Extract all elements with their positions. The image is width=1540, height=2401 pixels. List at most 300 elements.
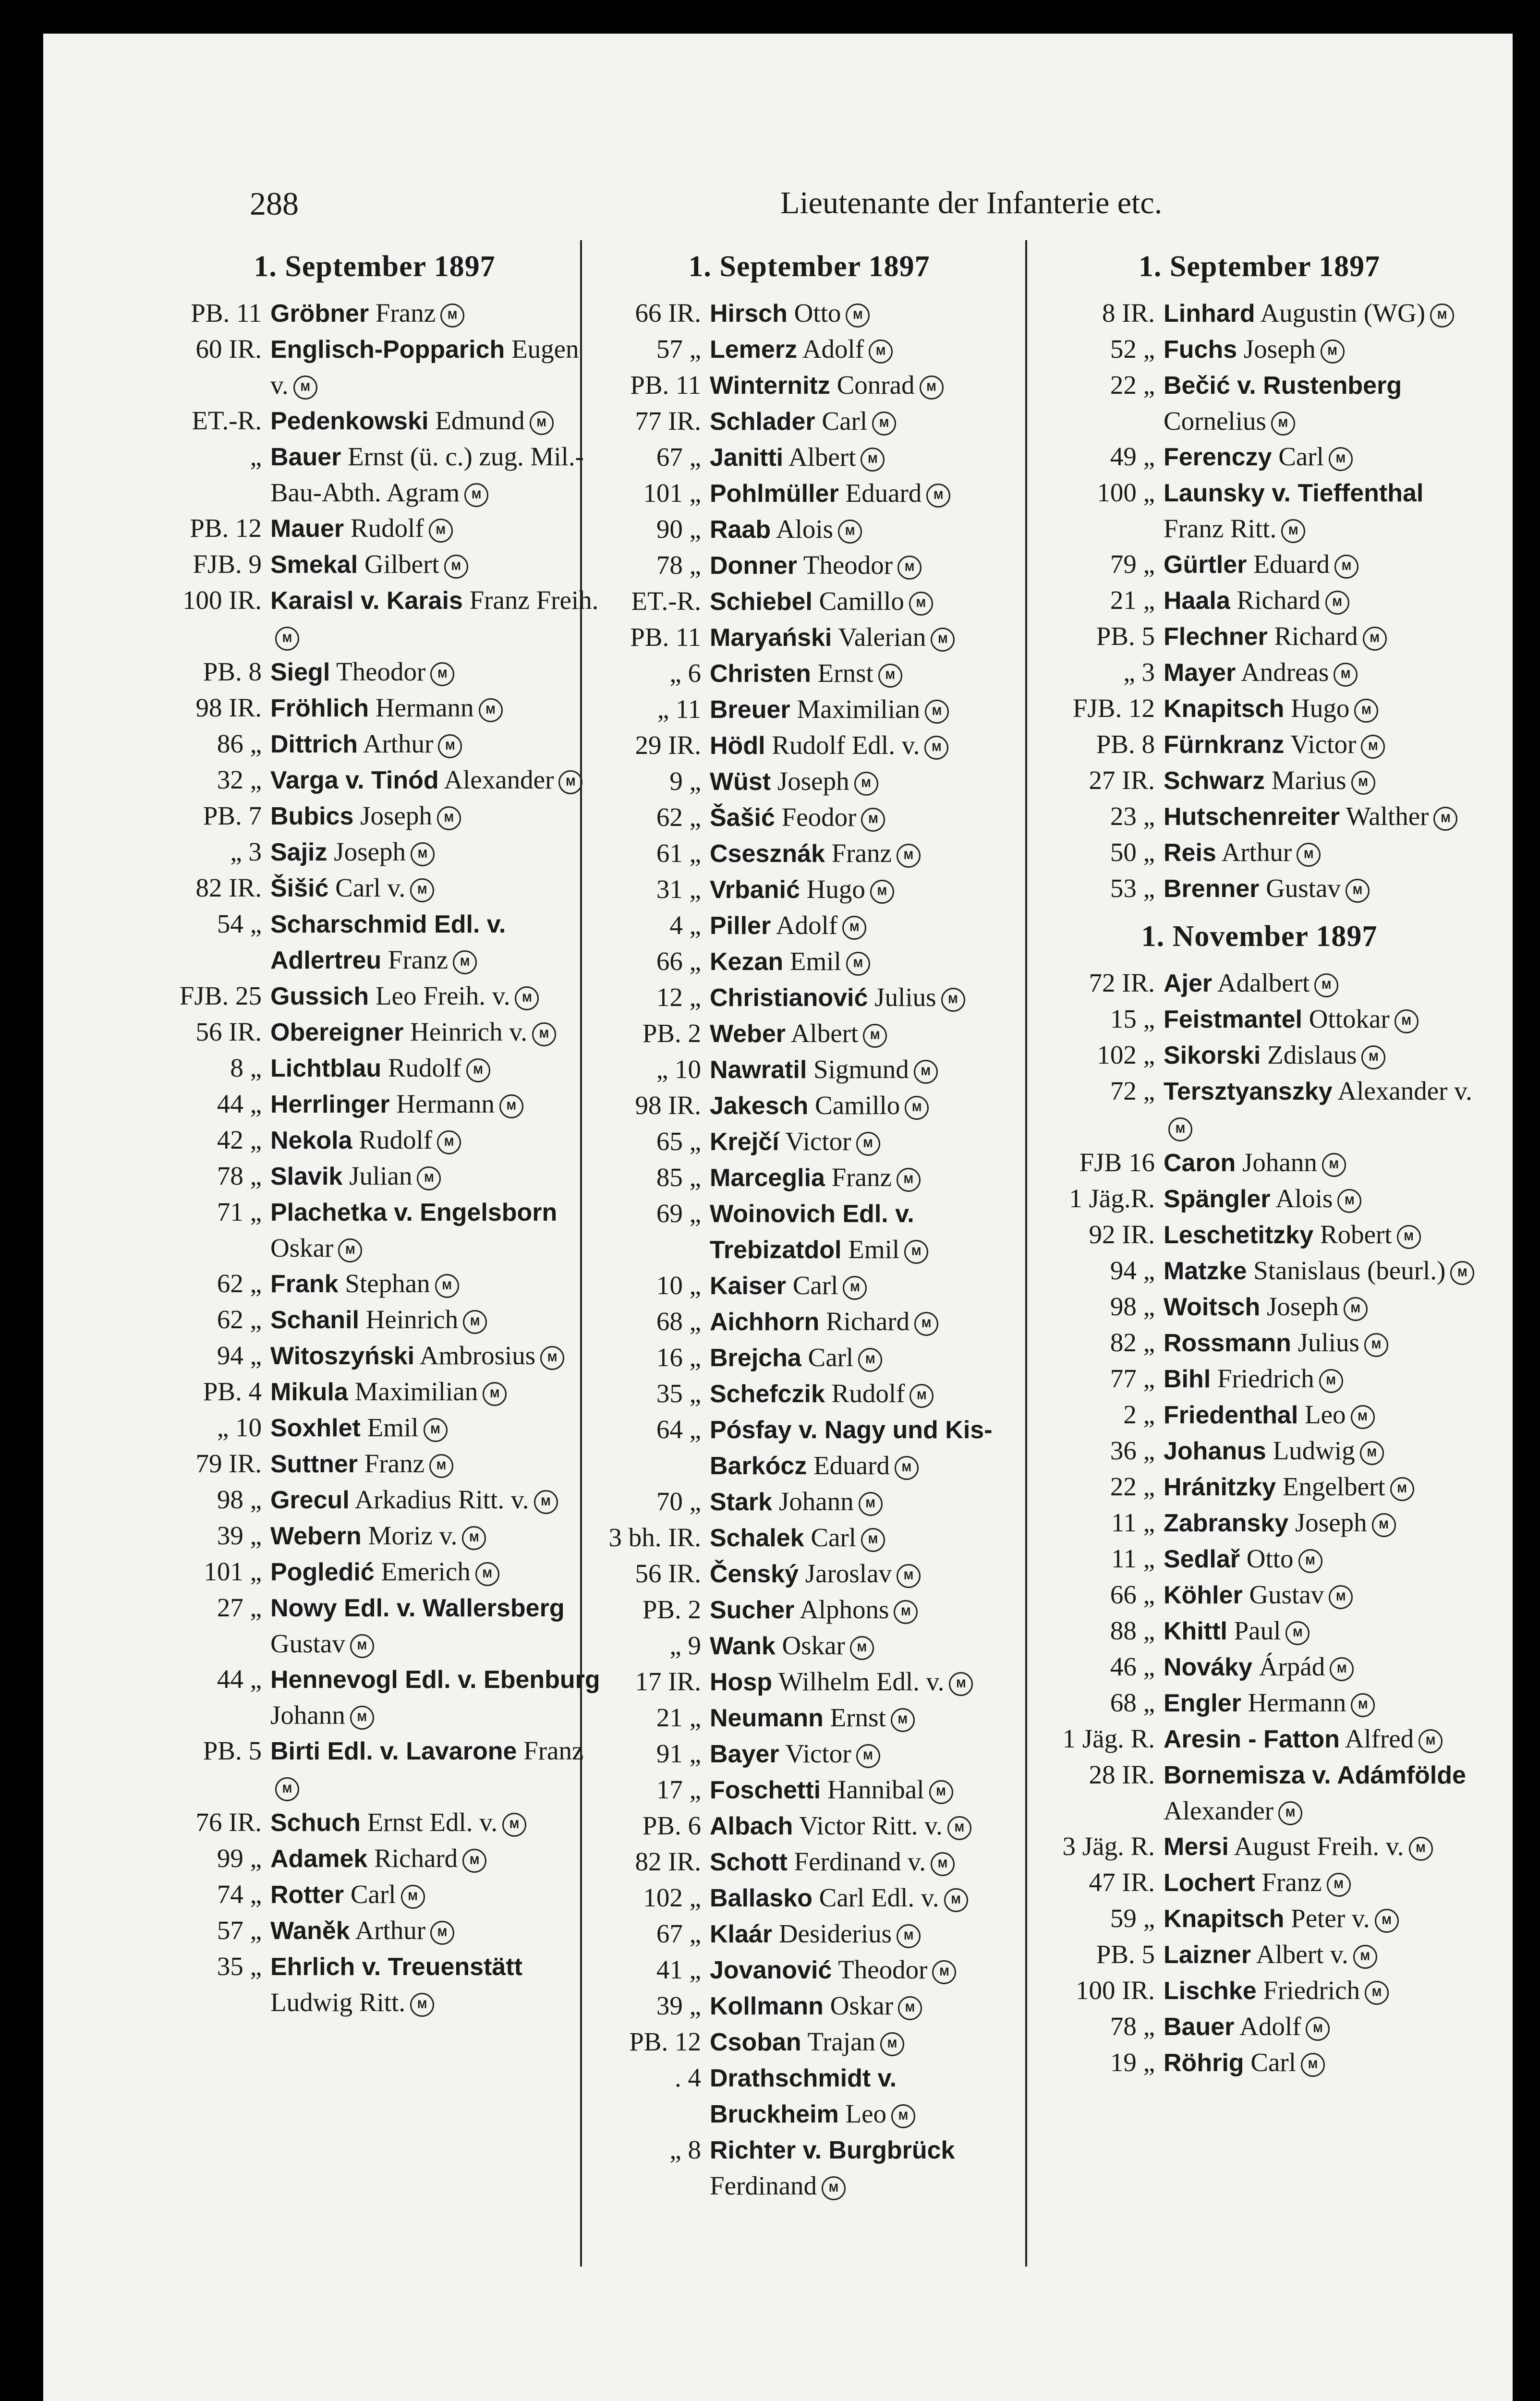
officer-name (1164, 1757, 1477, 1829)
regiment: „ 3 (230, 837, 262, 866)
given-name: Adalbert (1217, 968, 1310, 997)
surname: Kaiser (710, 1272, 786, 1300)
surname: Csoban (710, 2028, 801, 2056)
regiment: ET.-R. (631, 586, 701, 616)
list-item (1042, 799, 1477, 835)
surname: Waněk (270, 1917, 350, 1945)
given-name: Conrad (837, 370, 915, 400)
given-name: Arthur (355, 1916, 426, 1945)
regiment: 4 „ (669, 910, 701, 940)
given-name: Ernst (ü. c.) zug. Mil.-Bau-Abth. Agram (270, 442, 584, 507)
surname: Röhrig (1164, 2049, 1244, 2077)
given-name: Ludwig (1273, 1436, 1355, 1465)
badge-icon: M (438, 734, 462, 758)
regiment: FJB. 9 (193, 549, 262, 579)
surname: Rotter (270, 1881, 344, 1909)
officer-name (270, 403, 600, 439)
list-item (588, 1880, 1030, 1916)
officer-name (1164, 2045, 1477, 2081)
officer-name (1164, 1577, 1477, 1613)
given-name: Hugo (1291, 693, 1350, 723)
badge-icon: M (440, 303, 464, 327)
surname: Winternitz (710, 372, 830, 400)
given-name: Camillo (819, 586, 904, 616)
list-item (1042, 1973, 1477, 2009)
entry-list (1042, 295, 1477, 907)
list-item (149, 439, 600, 510)
surname: Wank (710, 1632, 776, 1660)
badge-icon: M (1330, 1657, 1354, 1681)
list-item (149, 403, 600, 439)
surname: Haala (1164, 587, 1230, 615)
list-item (149, 1446, 600, 1482)
badge-icon: M (479, 698, 503, 722)
badge-icon: M (1430, 303, 1454, 327)
badge-icon: M (293, 376, 317, 400)
regiment: 98 „ (1110, 1292, 1155, 1321)
regiment: PB. 11 (630, 370, 701, 400)
surname: Weber (710, 1020, 786, 1048)
list-item (1042, 1325, 1477, 1361)
regiment: 59 „ (1110, 1904, 1155, 1933)
given-name: Alexander (1164, 1796, 1274, 1825)
badge-icon: M (1360, 1441, 1384, 1465)
surname: Ehrlich v. Treuenstätt (270, 1953, 522, 1981)
given-name: Richard (1237, 585, 1321, 615)
badge-icon: M (929, 1780, 953, 1804)
list-item (1042, 1901, 1477, 1937)
surname: Schefczik (710, 1380, 825, 1408)
badge-icon: M (1297, 843, 1321, 867)
list-item (1042, 1469, 1477, 1505)
regiment: 39 „ (656, 1991, 701, 2020)
badge-icon: M (429, 1454, 453, 1478)
regiment: 66 „ (656, 946, 701, 976)
officer-name (710, 980, 1030, 1016)
list-item (1042, 367, 1477, 439)
list-item (1042, 655, 1477, 691)
surname: Gussich (270, 982, 369, 1010)
badge-icon: M (1319, 1369, 1343, 1393)
badge-icon: M (905, 1096, 929, 1120)
list-item (1042, 965, 1477, 1001)
officer-name (1164, 1037, 1477, 1073)
list-item (588, 1988, 1030, 2024)
list-item (588, 1268, 1030, 1304)
regiment: 100 „ (1097, 478, 1155, 507)
officer-name (710, 1808, 1030, 1844)
surname: Lemerz (710, 336, 798, 364)
badge-icon: M (1390, 1477, 1414, 1501)
surname: Foschetti (710, 1776, 821, 1804)
list-item (1042, 618, 1477, 655)
list-item (588, 619, 1030, 655)
list-item (588, 1556, 1030, 1592)
badge-icon: M (843, 1276, 867, 1300)
regiment: 28 IR. (1089, 1760, 1155, 1789)
regiment: 64 „ (656, 1415, 701, 1444)
given-name: Joseph (1243, 334, 1316, 364)
badge-icon: M (1329, 1585, 1353, 1609)
surname: Herrlinger (270, 1091, 390, 1118)
given-name: Franz (1261, 1867, 1322, 1897)
officer-name (1164, 1721, 1477, 1757)
officer-name (270, 978, 600, 1014)
officer-name (710, 2060, 1030, 2132)
given-name: Edmund (435, 406, 525, 435)
given-name: Arthur (1221, 837, 1292, 867)
given-name: Eduard (845, 478, 922, 508)
given-name: Carl (792, 1271, 838, 1300)
list-item (149, 1733, 600, 1805)
regiment: 10 „ (656, 1271, 701, 1300)
regiment: 42 „ (217, 1125, 262, 1154)
officer-name (270, 439, 600, 510)
officer-name (710, 800, 1030, 836)
given-name: Albert v. (1256, 1940, 1348, 1969)
entry-list (588, 295, 1030, 2204)
list-item (149, 1266, 600, 1302)
given-name: Adolf (1239, 2012, 1301, 2041)
badge-icon: M (925, 700, 949, 724)
list-item (588, 1808, 1030, 1844)
surname: Scharschmid Edl. v. Adlertreu (270, 910, 506, 974)
surname: Fürnkranz (1164, 731, 1285, 759)
surname: Woitsch (1164, 1293, 1261, 1321)
badge-icon: M (861, 448, 885, 472)
officer-name (270, 834, 600, 870)
surname: Christianović (710, 984, 868, 1012)
given-name: Richard (374, 1843, 458, 1873)
list-item (149, 582, 600, 654)
regiment: 78 „ (656, 550, 701, 580)
list-item (149, 1014, 600, 1050)
officer-name (270, 1554, 600, 1590)
surname: Fröhlich (270, 694, 369, 722)
surname: Nováky (1164, 1653, 1252, 1681)
surname: Aresin - Fatton (1164, 1725, 1340, 1753)
officer-name (1164, 727, 1477, 763)
badge-icon: M (417, 1166, 441, 1190)
surname: Sucher (710, 1596, 795, 1624)
regiment: PB. 2 (642, 1019, 701, 1048)
badge-icon: M (858, 1348, 882, 1372)
list-item (588, 295, 1030, 331)
regiment: 1 Jäg.R. (1069, 1184, 1155, 1213)
given-name: Jaroslav (805, 1559, 892, 1588)
regiment: 98 IR. (635, 1091, 701, 1120)
badge-icon: M (1306, 2017, 1330, 2041)
officer-name (1164, 1217, 1477, 1253)
given-name: Franz (831, 1163, 892, 1192)
surname: Hosp (710, 1668, 772, 1696)
given-name: Desiderius (778, 1919, 892, 1948)
given-name: Ambrosius (419, 1341, 536, 1370)
list-item (149, 1877, 600, 1913)
list-item (149, 1050, 600, 1086)
officer-name (1164, 1865, 1477, 1901)
surname: Kollmann (710, 1992, 824, 2020)
regiment: PB. 11 (630, 622, 701, 652)
badge-icon: M (895, 1456, 919, 1480)
surname: Ferenczy (1164, 443, 1272, 471)
given-name: Camillo (815, 1091, 900, 1120)
badge-icon: M (1298, 1549, 1322, 1573)
surname: Bornemisza v. Adámfölde (1164, 1761, 1466, 1789)
badge-icon: M (941, 988, 965, 1012)
list-item (1042, 1865, 1477, 1901)
badge-icon: M (515, 986, 539, 1010)
surname: Gürtler (1164, 551, 1247, 579)
regiment: 62 „ (217, 1305, 262, 1334)
regiment: 11 „ (1111, 1544, 1155, 1573)
list-item (149, 1194, 600, 1266)
surname: Schuch (270, 1809, 361, 1837)
officer-name (710, 511, 1030, 547)
officer-name (270, 331, 600, 403)
officer-name (270, 1949, 600, 2020)
badge-icon: M (453, 950, 477, 974)
officer-name (270, 1122, 600, 1158)
regiment: 82 „ (1110, 1328, 1155, 1357)
surname: Krejčí (710, 1128, 779, 1156)
list-item (588, 800, 1030, 836)
surname: Lochert (1164, 1869, 1255, 1897)
list-item (588, 908, 1030, 944)
badge-icon: M (842, 916, 866, 940)
given-name: Emil (848, 1235, 900, 1264)
badge-icon: M (350, 1706, 374, 1730)
surname: Jovanović (710, 1956, 832, 1984)
officer-name (710, 1880, 1030, 1916)
officer-name (270, 1266, 600, 1302)
given-name: Alois (776, 514, 834, 544)
surname: Csesznák (710, 840, 825, 868)
list-item (1042, 1001, 1477, 1037)
officer-name (1164, 691, 1477, 727)
regiment: 74 „ (217, 1880, 262, 1909)
officer-name (710, 1340, 1030, 1376)
list-item (1042, 1181, 1477, 1217)
list-item (588, 872, 1030, 908)
regiment: 1 Jäg. R. (1062, 1724, 1155, 1753)
badge-icon: M (904, 1240, 928, 1264)
officer-name (1164, 1541, 1477, 1577)
regiment: 50 „ (1110, 837, 1155, 867)
list-item (149, 1661, 600, 1733)
given-name: Theodor (336, 657, 426, 686)
regiment: 92 IR. (1089, 1220, 1155, 1249)
officer-name (270, 1086, 600, 1122)
badge-icon: M (1364, 1333, 1388, 1357)
list-item (588, 1304, 1030, 1340)
given-name: Franz Ritt. (1164, 514, 1277, 543)
regiment: 16 „ (656, 1343, 701, 1372)
given-name: Johann (270, 1700, 345, 1730)
officer-name (710, 1376, 1030, 1412)
list-item (588, 1916, 1030, 1952)
surname: Hránitzky (1164, 1473, 1276, 1501)
regiment: ET.-R. (192, 406, 262, 435)
badge-icon: M (1281, 519, 1305, 543)
officer-name (1164, 2009, 1477, 2045)
list-item (588, 1088, 1030, 1124)
list-item (1042, 2045, 1477, 2081)
surname: Grecul (270, 1486, 350, 1514)
badge-icon: M (1353, 1945, 1377, 1969)
regiment: 94 „ (1110, 1256, 1155, 1285)
officer-name (1164, 295, 1477, 331)
given-name: Carl (350, 1880, 396, 1909)
officer-name (710, 1268, 1030, 1304)
officer-name (710, 2132, 1030, 2204)
surname: Friedenthal (1164, 1401, 1298, 1429)
regiment: 23 „ (1110, 801, 1155, 831)
regiment: 86 „ (217, 729, 262, 758)
surname: Maryański (710, 624, 832, 652)
list-item (588, 836, 1030, 872)
officer-name (710, 1124, 1030, 1160)
given-name: Joseph (1295, 1508, 1367, 1537)
surname: Nekola (270, 1127, 352, 1154)
surname: Ballasko (710, 1884, 812, 1912)
badge-icon: M (891, 1708, 915, 1732)
list-item (1042, 1685, 1477, 1721)
list-item (588, 475, 1030, 511)
officer-name (710, 583, 1030, 619)
list-item (588, 547, 1030, 583)
badge-icon: M (411, 842, 435, 866)
officer-name (1164, 1433, 1477, 1469)
given-name: August Freih. v. (1234, 1831, 1404, 1861)
officer-name (270, 1733, 600, 1805)
list-item (588, 367, 1030, 403)
list-item (1042, 475, 1477, 546)
given-name: Alfred (1345, 1724, 1414, 1753)
list-item (588, 1952, 1030, 1988)
list-item (588, 1844, 1030, 1880)
column-3 (1042, 247, 1477, 2264)
badge-icon: M (1337, 1189, 1361, 1213)
given-name: Richard (825, 1307, 910, 1336)
regiment: 8 IR. (1102, 298, 1155, 327)
given-name: Arthur (363, 729, 434, 758)
surname: Launsky v. Tieffenthal (1164, 479, 1424, 507)
regiment: „ 11 (657, 694, 701, 724)
regiment: 90 „ (656, 514, 701, 544)
surname: Matzke (1164, 1257, 1247, 1285)
given-name: Joseph (1267, 1292, 1339, 1321)
officer-name (270, 1877, 600, 1913)
regiment: 27 „ (217, 1593, 262, 1622)
given-name: Moriz v. (368, 1521, 458, 1550)
badge-icon: M (897, 1924, 921, 1948)
list-item (149, 1302, 600, 1338)
regiment: 79 IR. (195, 1449, 262, 1478)
list-item (1042, 691, 1477, 727)
given-name: Emerich (381, 1557, 471, 1586)
surname: Nowy Edl. v. Wallersberg (270, 1594, 565, 1622)
regiment: 72 IR. (1089, 968, 1155, 997)
badge-icon: M (1322, 1153, 1346, 1177)
officer-name (1164, 618, 1477, 655)
regiment: 31 „ (656, 874, 701, 904)
badge-icon: M (532, 1022, 556, 1046)
regiment: PB. 5 (1096, 621, 1155, 651)
officer-name (270, 1050, 600, 1086)
regiment: 52 „ (1110, 334, 1155, 364)
surname: Pósfay v. Nagy und Kis-Barkócz (710, 1416, 993, 1480)
surname: Aichhorn (710, 1308, 820, 1336)
list-item (1042, 763, 1477, 799)
badge-icon: M (932, 1960, 956, 1984)
regiment: 67 „ (656, 1919, 701, 1948)
list-item (588, 2060, 1030, 2132)
officer-name (1164, 1613, 1477, 1649)
regiment: 62 „ (656, 802, 701, 832)
list-item (588, 980, 1030, 1016)
regiment: 3 Jäg. R. (1062, 1831, 1155, 1861)
officer-name (1164, 1685, 1477, 1721)
given-name: Franz (375, 298, 436, 327)
officer-name (710, 1664, 1030, 1700)
officer-name (1164, 965, 1477, 1001)
regiment: FJB. 25 (179, 981, 262, 1010)
officer-name (710, 2024, 1030, 2060)
list-item (1042, 2009, 1477, 2045)
given-name: Marius (1271, 765, 1346, 795)
surname: Spängler (1164, 1185, 1271, 1213)
regiment: „ 10 (656, 1055, 701, 1084)
badge-icon: M (861, 1528, 885, 1552)
regiment: 82 IR. (635, 1847, 701, 1876)
officer-name (710, 1700, 1030, 1736)
given-name: Heinrich (365, 1305, 459, 1334)
surname: Hödl (710, 732, 765, 760)
officer-name (270, 1913, 600, 1949)
officer-name (710, 547, 1030, 583)
list-item (1042, 835, 1477, 871)
list-item (1042, 1433, 1477, 1469)
officer-name (710, 691, 1030, 728)
officer-name (270, 1841, 600, 1877)
given-name: Hermann (375, 693, 474, 722)
regiment: 17 IR. (635, 1667, 701, 1696)
regiment: 98 IR. (195, 693, 262, 722)
list-item (1042, 871, 1477, 907)
given-name: Feodor (781, 802, 857, 832)
officer-name (1164, 1469, 1477, 1505)
surname: Laizner (1164, 1941, 1251, 1969)
regiment: 66 „ (1110, 1580, 1155, 1609)
regiment: 36 „ (1110, 1436, 1155, 1465)
list-item (1042, 1397, 1477, 1433)
regiment: 66 IR. (635, 298, 701, 327)
surname: Bečić v. Rustenberg (1164, 372, 1402, 400)
list-item (149, 510, 600, 546)
badge-icon: M (1351, 771, 1375, 795)
badge-icon: M (944, 1888, 968, 1912)
badge-icon: M (502, 1813, 526, 1837)
surname: Bauer (270, 443, 341, 471)
entry-list (149, 295, 600, 2020)
officer-name (270, 1410, 600, 1446)
given-name: Johann (1242, 1148, 1317, 1177)
officer-name (710, 1016, 1030, 1052)
surname: Schanil (270, 1306, 359, 1334)
surname: Feistmantel (1164, 1006, 1302, 1033)
list-item (149, 295, 600, 331)
